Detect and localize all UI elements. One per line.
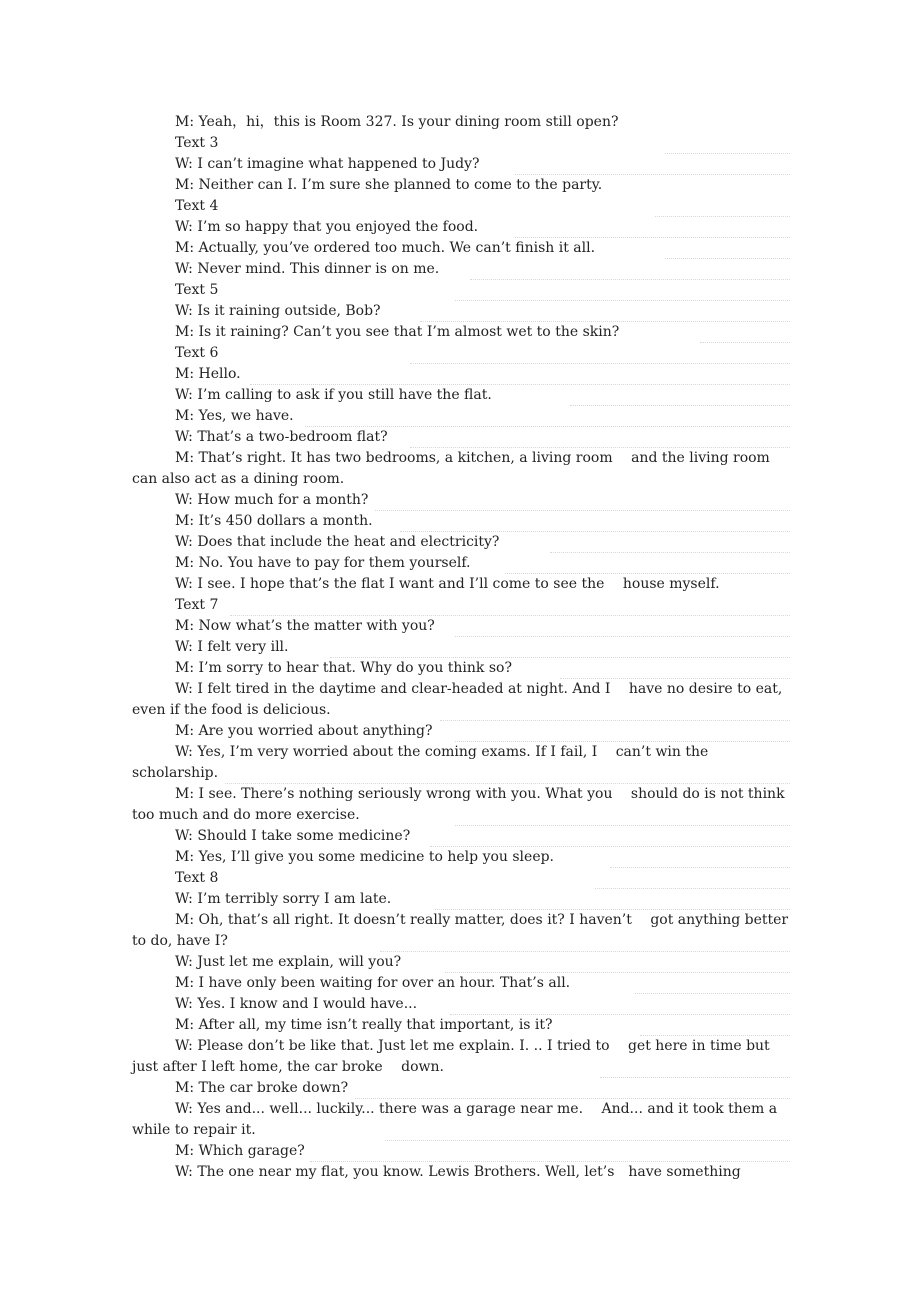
guide-line xyxy=(455,741,790,742)
guide-line xyxy=(385,1140,790,1141)
guide-line xyxy=(640,1035,790,1036)
dialogue-line: M: Oh, that’s all right. It doesn’t really matter, does it? I haven’t got anything better to do, have I? xyxy=(132,912,789,949)
section-heading: Text 6 xyxy=(175,345,219,361)
guide-line xyxy=(570,405,790,406)
dialogue-line: M: No. You have to pay for them yourself. xyxy=(175,555,471,571)
dialogue-line: W: Yes, I’m very worried about the coming exams. If I fail, I can’t win the scholarship. xyxy=(132,744,709,781)
dialogue-line: M: Yes, we have. xyxy=(175,408,294,424)
guide-line xyxy=(455,300,790,301)
dialogue-line: M: It’s 450 dollars a month. xyxy=(175,513,373,529)
dialogue-line: W: I felt very ill. xyxy=(175,639,289,655)
dialogue-line: W: Never mind. This dinner is on me. xyxy=(175,261,440,277)
guide-line xyxy=(665,153,790,154)
dialogue-line: W: That’s a two-bedroom flat? xyxy=(175,429,388,445)
guide-line xyxy=(435,909,790,910)
dialogue-line: M: I’m sorry to hear that. Why do you think so? xyxy=(175,660,512,676)
dialogue-transcript xyxy=(132,112,792,1183)
guide-line xyxy=(610,867,790,868)
guide-line xyxy=(420,321,790,322)
guide-line xyxy=(330,657,790,658)
dialogue-line: W: I felt tired in the daytime and clear-headed at night. And I have no desire to eat, even if the food is delicious. xyxy=(132,681,783,718)
guide-line xyxy=(515,174,790,175)
dialogue-line: M: Yes, I’ll give you some medicine to help you sleep. xyxy=(175,849,555,865)
guide-line xyxy=(355,1098,790,1099)
guide-line xyxy=(560,678,790,679)
guide-line xyxy=(430,846,790,847)
dialogue-line: M: I have only been waiting for over an hour. That’s all. xyxy=(175,975,571,991)
section-heading: Text 3 xyxy=(175,135,219,151)
guide-line xyxy=(655,216,790,217)
guide-line xyxy=(310,1161,790,1162)
guide-line xyxy=(440,720,790,721)
guide-line xyxy=(380,951,790,952)
section-heading: Text 8 xyxy=(175,870,219,886)
dialogue-line: W: I’m terribly sorry I am late. xyxy=(175,891,392,907)
guide-line xyxy=(470,279,790,280)
dialogue-line: W: I see. I hope that’s the flat I want and I’ll come to see the house myself. xyxy=(175,576,720,592)
dialogue-line: M: I see. There’s nothing seriously wrong with you. What you should do is not think too much and do more exercise. xyxy=(132,786,785,823)
guide-line xyxy=(600,1077,790,1078)
guide-line xyxy=(700,342,790,343)
dialogue-line: M: Hello. xyxy=(175,366,241,382)
dialogue-line: W: I’m so happy that you enjoyed the food. xyxy=(175,219,479,235)
dialogue-line: M: Is it raining? Can’t you see that I’m almost wet to the skin? xyxy=(175,324,620,340)
dialogue-line: W: Just let me explain, will you? xyxy=(175,954,402,970)
dialogue-line: W: How much for a month? xyxy=(175,492,369,508)
guide-line xyxy=(635,993,790,994)
dialogue-line: M: Are you worried about anything? xyxy=(175,723,433,739)
dialogue-line: M: Neither can I. I’m sure she planned to come to the party. xyxy=(175,177,603,193)
guide-line xyxy=(410,447,790,448)
dialogue-line: M: Which garage? xyxy=(175,1143,305,1159)
guide-line xyxy=(515,237,790,238)
guide-line xyxy=(400,531,790,532)
section-heading: Text 5 xyxy=(175,282,219,298)
guide-line xyxy=(230,615,790,616)
guide-line xyxy=(455,636,790,637)
guide-line xyxy=(450,1014,790,1015)
section-heading: Text 4 xyxy=(175,198,219,214)
guide-line xyxy=(375,510,790,511)
dialogue-line: M: Actually, you’ve ordered too much. We can’t finish it all. xyxy=(175,240,596,256)
dialogue-line: M: That’s right. It has two bedrooms, a kitchen, a living room and the living room can also act as a dining room. xyxy=(132,450,770,487)
guide-line xyxy=(305,426,790,427)
dialogue-line: M: Now what’s the matter with you? xyxy=(175,618,435,634)
dialogue-line: W: Yes. I know and I would have... xyxy=(175,996,418,1012)
dialogue-line: M: After all, my time isn’t really that important, is it? xyxy=(175,1017,553,1033)
dialogue-line: W: Is it raining outside, Bob? xyxy=(175,303,381,319)
guide-line xyxy=(410,363,790,364)
dialogue-line: W: The one near my flat, you know. Lewis Brothers. Well, let’s have something xyxy=(175,1164,741,1180)
guide-line xyxy=(250,384,790,385)
dialogue-line: W: Should I take some medicine? xyxy=(175,828,411,844)
guide-line xyxy=(225,783,790,784)
dialogue-line: W: Yes and... well... luckily... there was a garage near me. And... and it took them a while to repair it. xyxy=(132,1101,778,1138)
section-heading: Text 7 xyxy=(175,597,219,613)
guide-line xyxy=(550,552,790,553)
guide-line xyxy=(455,825,790,826)
dialogue-line: W: Please don’t be like that. Just let me explain. I. .. I tried to get here in time but just after I left home, the car broke down. xyxy=(132,1038,770,1075)
dialogue-line: W: I can’t imagine what happened to Judy? xyxy=(175,156,480,172)
guide-line xyxy=(595,888,790,889)
dialogue-line: M: Yeah，hi，this is Room 327. Is your dining room still open? xyxy=(175,114,619,130)
guide-line xyxy=(505,573,790,574)
guide-line xyxy=(665,258,790,259)
dialogue-line: W: Does that include the heat and electricity? xyxy=(175,534,500,550)
dialogue-line: M: The car broke down? xyxy=(175,1080,349,1096)
guide-line xyxy=(445,972,790,973)
dialogue-line: W: I’m calling to ask if you still have the flat. xyxy=(175,387,492,403)
